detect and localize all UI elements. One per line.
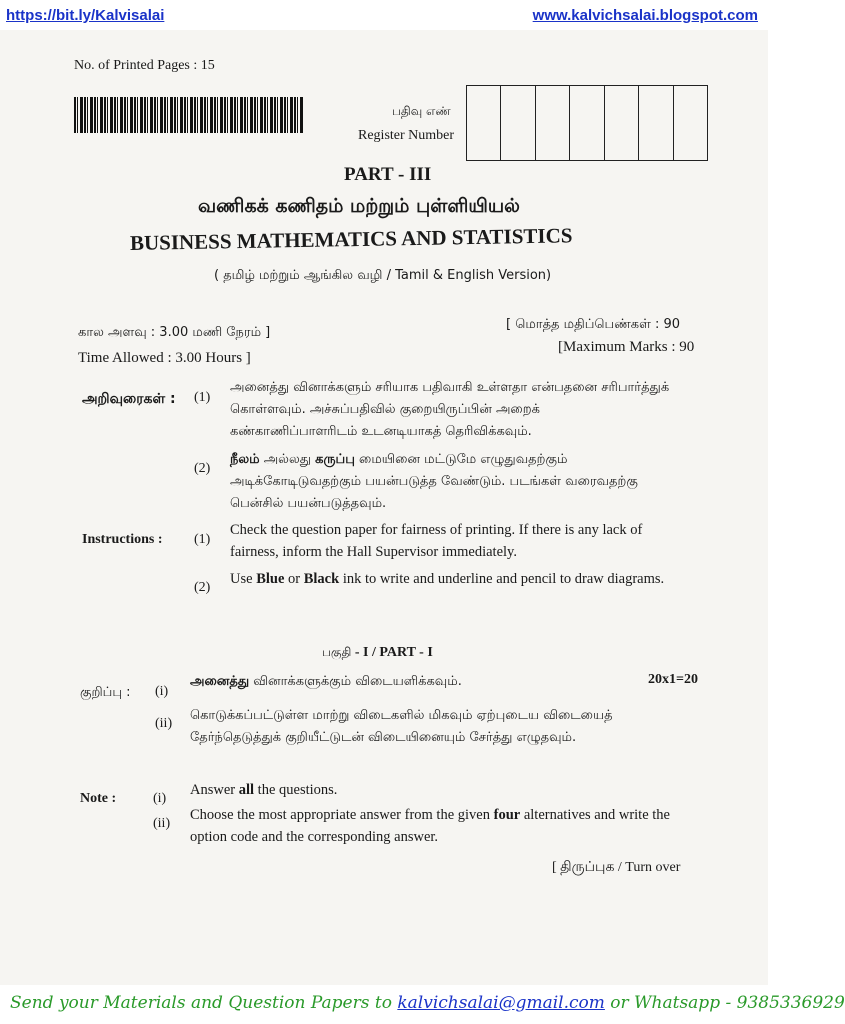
part1-marks: 20x1=20 — [648, 672, 698, 687]
subject-title-english: BUSINESS MATHEMATICS AND STATISTICS — [129, 223, 573, 255]
part1-heading-english: - I / PART - I — [351, 645, 433, 660]
instruction-english-2 — [230, 568, 670, 590]
register-box[interactable] — [467, 86, 500, 160]
printed-pages: No. of Printed Pages : 15 — [74, 58, 215, 73]
subject-title-tamil: வணிகக் கணிதம் மற்றும் புள்ளியியல் — [198, 195, 520, 217]
note-label-english: Note : — [80, 791, 117, 806]
register-label-tamil: பதிவு எண் — [392, 104, 451, 118]
instruction-tamil-1: அனைத்து வினாக்களும் சரியாக பதிவாகி உள்ளதா என்பதனை சரிபார்த்துக் கொள்ளவும். அச்சுப்பதிவில் குறையிருப்பின் அறைக் கண்காணிப்பாளரிடம் உடனடியாகத் தெரிவிக்கவும். — [230, 380, 670, 439]
bitly-link[interactable]: https://bit.ly/Kalvisalai — [6, 7, 165, 24]
note-english-2 — [190, 804, 670, 848]
text-span: or — [284, 571, 304, 587]
part1-heading — [322, 641, 433, 663]
note-english-1 — [190, 779, 660, 801]
time-english: Time Allowed : 3.00 Hours ] — [78, 350, 251, 366]
instruction-number: (1) — [194, 532, 211, 547]
instruction-number: (2) — [194, 580, 211, 595]
barcode — [74, 97, 304, 133]
instruction-number: (1) — [194, 390, 211, 405]
text-span: மையினை மட்டுமே எழுதுவதற்கும் அடிக்கோடிடுவதற்கும் பயன்படுத்த வேண்டும். படங்கள் வரைவதற்கு பென்சில் பயன்படுத்தவும். — [230, 452, 638, 511]
instructions-label-english: Instructions : — [82, 532, 163, 547]
note-number: (ii) — [153, 816, 171, 831]
blog-link[interactable]: www.kalvichsalai.blogspot.com — [532, 7, 758, 24]
time-tamil: கால அளவு : 3.00 மணி நேரம் ] — [78, 325, 271, 340]
instruction-number: (2) — [194, 461, 211, 476]
register-box[interactable] — [535, 86, 569, 160]
part1-heading-tamil: பகுதி — [322, 645, 352, 659]
note-tamil-1 — [190, 671, 650, 693]
note-number: (ii) — [155, 716, 173, 731]
text-span: Answer — [190, 782, 239, 798]
note-number: (i) — [153, 791, 167, 806]
text-span: ink to write and underline and pencil to draw diagrams. — [339, 571, 665, 587]
version-note: ( தமிழ் மற்றும் ஆங்கில வழி / Tamil & English Version) — [214, 268, 552, 283]
bold-word: Black — [303, 571, 340, 587]
marks-tamil: [ மொத்த மதிப்பெண்கள் : 90 — [506, 317, 680, 332]
register-box[interactable] — [673, 86, 707, 160]
instruction-english-1: Check the question paper for fairness of printing. If there is any lack of fairness, inform the Hall Supervisor immediately. — [230, 522, 643, 560]
note-tamil-2: கொடுக்கப்பட்டுள்ள மாற்று விடைகளில் மிகவும் ஏற்புடைய விடையைத் தேர்ந்தெடுத்துக் குறியீட்டுடன் விடையினையும் சேர்த்து எழுதவும். — [190, 708, 613, 745]
bold-word: four — [493, 807, 521, 823]
text-span: alternatives and write the option code and the corresponding answer. — [190, 807, 670, 845]
bold-word: அனைத்து — [190, 674, 250, 689]
text-span: வினாக்களுக்கும் விடையளிக்கவும். — [249, 674, 462, 689]
footer-whatsapp: or Whatsapp - 9385336929 — [604, 993, 845, 1013]
text-span: அல்லது — [259, 452, 316, 467]
marks-english: [Maximum Marks : 90 — [558, 339, 695, 355]
text-span: the questions. — [254, 782, 338, 798]
instruction-tamil-2 — [230, 449, 670, 515]
part-title: PART - III — [344, 164, 432, 185]
turn-over: [ திருப்புக / Turn over — [552, 860, 681, 875]
bold-word: all — [238, 782, 255, 798]
footer-text: Send your Materials and Question Papers to — [10, 993, 398, 1013]
text-span: Use — [230, 571, 257, 587]
register-box[interactable] — [500, 86, 534, 160]
note-number: (i) — [155, 684, 169, 699]
bold-word: Blue — [256, 571, 285, 587]
email-link[interactable]: kalvichsalai@gmail.com — [397, 993, 605, 1013]
register-box[interactable] — [638, 86, 672, 160]
instructions-label-tamil: அறிவுரைகள் : — [82, 391, 176, 407]
note-label-tamil: குறிப்பு : — [80, 685, 131, 700]
register-label-english: Register Number — [358, 128, 455, 143]
register-box[interactable] — [604, 86, 638, 160]
register-box[interactable] — [569, 86, 603, 160]
bold-word: நீலம் — [230, 452, 260, 467]
bold-word: கருப்பு — [315, 452, 355, 467]
footer-banner — [10, 993, 845, 1013]
text-span: Choose the most appropriate answer from the given — [190, 807, 494, 823]
register-number-boxes[interactable] — [466, 85, 708, 161]
